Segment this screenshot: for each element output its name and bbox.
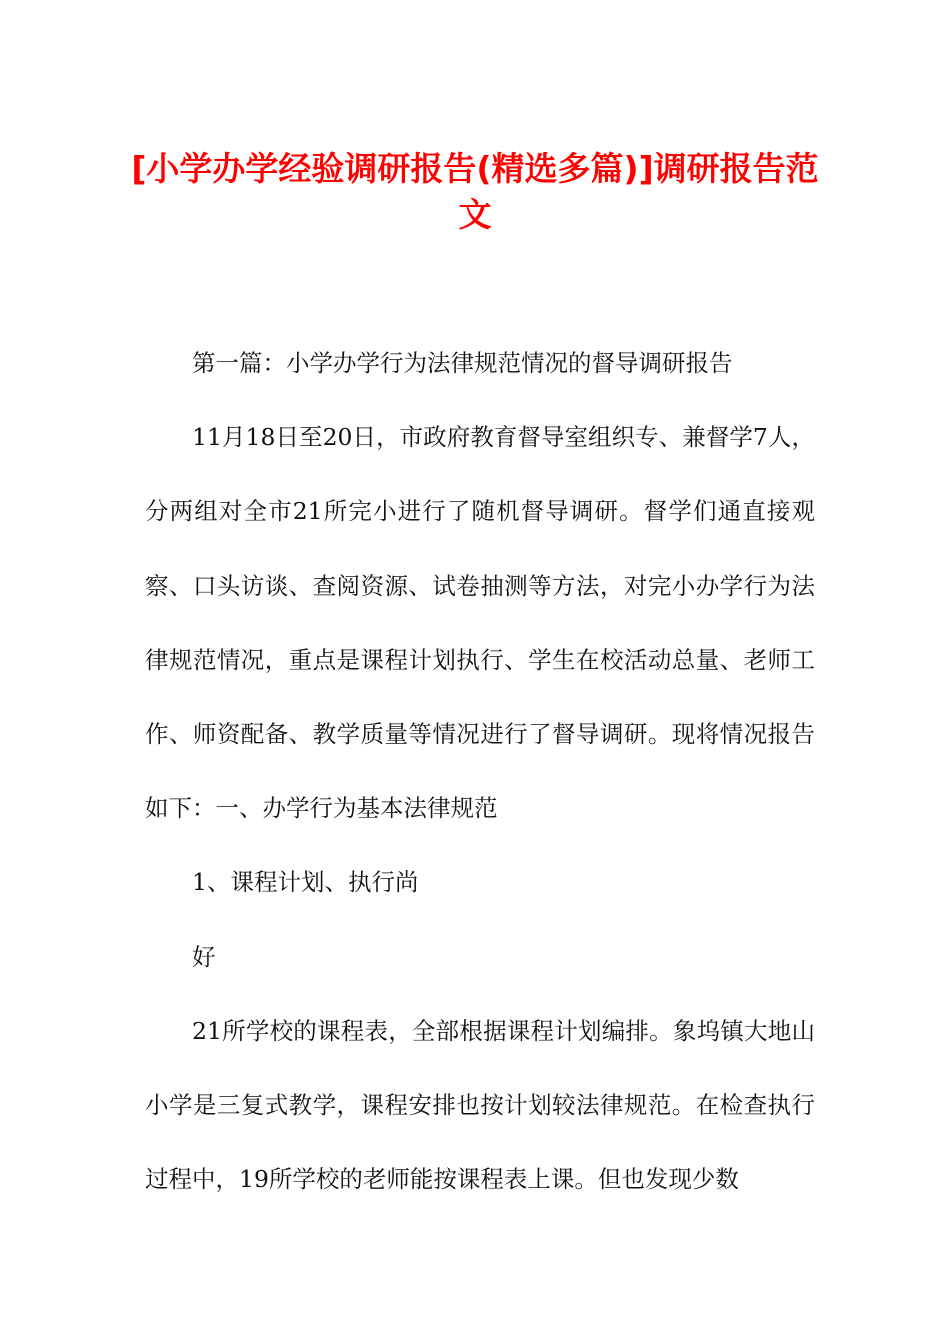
document-title: [小学办学经验调研报告(精选多篇)]调研报告范文 bbox=[131, 149, 819, 234]
paragraph: 好 bbox=[192, 942, 216, 971]
section-heading: 第一篇：小学办学行为法律规范情况的督导调研报告 bbox=[192, 349, 733, 377]
paragraph: 21所学校的课程表，全部根据课程计划编排。象坞镇大地山小学是三复式教学，课程安排也按计划较法律规范。在检查执行过程中，19所学校的老师能按课程表上课。但也发现少数 bbox=[145, 1016, 815, 1194]
document-body bbox=[145, 326, 815, 1216]
paragraph: 11月18日至20日，市政府教育督导室组织专、兼督学7人，分两组对全市21所完小进行了随机督导调研。督学们通直接观察、口头访谈、查阅资源、试卷抽测等方法，对完小办学行为法律规范情况，重点是课程计划执行、学生在校活动总量、老师工作、师资配备、教学质量等情况进行了督导调研。现将情况报告如下：一、办学行为基本法律规范 bbox=[145, 423, 815, 823]
list-item-heading: 1、课程计划、执行尚 bbox=[192, 868, 419, 897]
